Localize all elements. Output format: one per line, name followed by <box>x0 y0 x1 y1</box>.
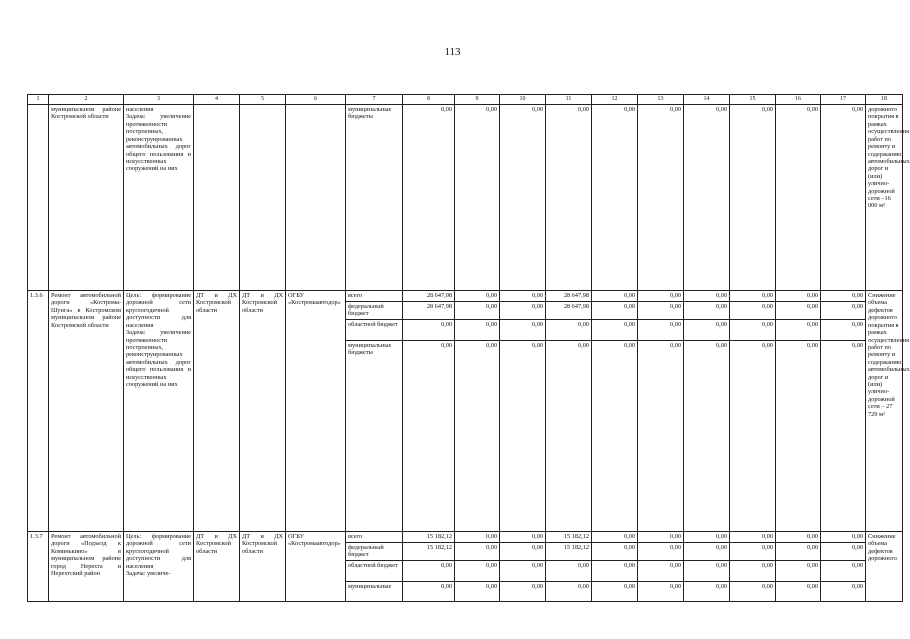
amount-cell: 0,00 <box>592 302 638 320</box>
amount-cell: 0,00 <box>638 319 684 340</box>
amount-cell: 0,00 <box>638 302 684 320</box>
amount-cell: 28 647,98 <box>546 302 592 320</box>
amount-cell: 0,00 <box>776 340 821 531</box>
funding-source: федеральный бюджет <box>346 302 403 320</box>
amount-cell: 0,00 <box>403 105 455 291</box>
column-header: 9 <box>455 95 500 105</box>
amount-cell: 0,00 <box>455 302 500 320</box>
amount-cell: 0,00 <box>403 581 455 601</box>
amount-cell: 0,00 <box>821 340 866 531</box>
column-header: 6 <box>286 95 346 105</box>
amount-cell: 0,00 <box>730 319 776 340</box>
continuation-row <box>28 105 903 291</box>
amount-cell: 0,00 <box>455 105 500 291</box>
goal-task: Цель: формирование дорожной сети круглогодичной доступности для населения Задача: увеличе- <box>124 531 194 601</box>
amount-cell: 0,00 <box>821 531 866 542</box>
amount-cell: 0,00 <box>776 302 821 320</box>
main-administrator: ДТ и ДХ Костромской области <box>240 291 286 532</box>
amount-cell: 0,00 <box>684 560 730 581</box>
amount-cell: 0,00 <box>821 560 866 581</box>
column-header: 18 <box>866 95 903 105</box>
funding-source: всего <box>346 291 403 302</box>
amount-cell: 0,00 <box>776 291 821 302</box>
amount-cell: 0,00 <box>546 560 592 581</box>
column-header: 3 <box>124 95 194 105</box>
amount-cell: 0,00 <box>592 560 638 581</box>
amount-cell: 0,00 <box>592 319 638 340</box>
column-header: 15 <box>730 95 776 105</box>
amount-cell: 0,00 <box>592 340 638 531</box>
amount-cell: 0,00 <box>638 531 684 542</box>
funding-source: федеральный бюджет <box>346 542 403 560</box>
funding-source: областной бюджет <box>346 319 403 340</box>
amount-cell: 0,00 <box>455 291 500 302</box>
amount-cell: 0,00 <box>500 340 546 531</box>
amount-cell: 0,00 <box>821 319 866 340</box>
amount-cell: 0,00 <box>592 542 638 560</box>
amount-cell: 0,00 <box>684 105 730 291</box>
amount-cell: 28 647,98 <box>546 291 592 302</box>
amount-cell: 0,00 <box>403 560 455 581</box>
amount-cell: 0,00 <box>500 560 546 581</box>
funding-source: областной бюджет <box>346 560 403 581</box>
column-header: 16 <box>776 95 821 105</box>
amount-cell: 0,00 <box>821 542 866 560</box>
goal-task-cont: населения Задача: увеличение протяженности построенных, реконструированных автомобильных дорог общего пользования и искусственных сооружений на них <box>124 105 194 291</box>
entry-row <box>28 531 903 542</box>
amount-cell: 0,00 <box>592 531 638 542</box>
funding-source: муниципальные бюджеты <box>346 105 403 291</box>
amount-cell: 0,00 <box>776 542 821 560</box>
column-number-row <box>28 95 903 105</box>
amount-cell: 0,00 <box>730 581 776 601</box>
entry-code: 1.3.7 <box>28 531 49 601</box>
entry-row <box>28 291 903 302</box>
goal-task: Цель: формирование дорожной сети круглогодичной доступности для населения Задача: увеличение протяженности построенных, реконструированных автомобильных дорог общего пользования и искусственных сооружений на них <box>124 291 194 532</box>
amount-cell: 0,00 <box>500 291 546 302</box>
participant: ОГБУ «Костромаавтодор» <box>286 531 346 601</box>
participant: ОГБУ «Костромаавтодор» <box>286 291 346 532</box>
amount-cell: 0,00 <box>455 340 500 531</box>
amount-cell: 0,00 <box>776 560 821 581</box>
main-administrator: ДТ и ДХ Костромской области <box>240 531 286 601</box>
amount-cell: 28 647,98 <box>403 291 455 302</box>
amount-cell: 0,00 <box>684 531 730 542</box>
amount-cell: 0,00 <box>546 581 592 601</box>
funding-source: муниципальные <box>346 581 403 601</box>
program-table <box>27 94 910 602</box>
amount-cell: 0,00 <box>638 581 684 601</box>
column-header: 11 <box>546 95 592 105</box>
column-header: 5 <box>240 95 286 105</box>
amount-cell: 0,00 <box>776 531 821 542</box>
responsible-executor: ДТ и ДХ Костромской области <box>194 291 240 532</box>
amount-cell: 0,00 <box>638 560 684 581</box>
amount-cell: 0,00 <box>684 302 730 320</box>
funding-source: муниципальные бюджеты <box>346 340 403 531</box>
amount-cell: 0,00 <box>546 105 592 291</box>
amount-cell: 0,00 <box>455 531 500 542</box>
amount-cell: 0,00 <box>776 105 821 291</box>
amount-cell: 0,00 <box>730 340 776 531</box>
amount-cell: 0,00 <box>500 542 546 560</box>
amount-cell: 0,00 <box>821 302 866 320</box>
amount-cell: 0,00 <box>500 105 546 291</box>
amount-cell: 0,00 <box>730 542 776 560</box>
amount-cell: 0,00 <box>455 560 500 581</box>
amount-cell: 0,00 <box>776 319 821 340</box>
column-header: 14 <box>684 95 730 105</box>
amount-cell: 0,00 <box>684 319 730 340</box>
amount-cell: 0,00 <box>638 105 684 291</box>
column-header: 17 <box>821 95 866 105</box>
amount-cell: 0,00 <box>684 291 730 302</box>
column-header: 4 <box>194 95 240 105</box>
measure-name: Ремонт автомобильной дороги «Кострома-Шунга» в Костромском муниципальном районе Костромской области <box>49 291 124 532</box>
amount-cell: 0,00 <box>455 581 500 601</box>
expected-result: Снижение объема дефектов дорожного <box>866 531 903 601</box>
column-header: 2 <box>49 95 124 105</box>
amount-cell: 0,00 <box>500 319 546 340</box>
amount-cell: 0,00 <box>821 291 866 302</box>
amount-cell: 15 182,12 <box>546 531 592 542</box>
column-header: 1 <box>28 95 49 105</box>
page-number: 113 <box>444 46 461 58</box>
amount-cell: 0,00 <box>500 581 546 601</box>
amount-cell: 0,00 <box>403 319 455 340</box>
column-header: 13 <box>638 95 684 105</box>
amount-cell: 0,00 <box>455 319 500 340</box>
amount-cell: 0,00 <box>730 291 776 302</box>
amount-cell: 0,00 <box>500 302 546 320</box>
expected-result: Снижение объема дефектов дорожного покрытия в рамках осуществления работ по ремонту и содержанию автомобильных дорог и (или) улично-дорожной сети – 27 729 м² <box>866 291 903 532</box>
amount-cell: 0,00 <box>546 319 592 340</box>
amount-cell: 0,00 <box>684 542 730 560</box>
amount-cell: 0,00 <box>730 560 776 581</box>
amount-cell: 0,00 <box>592 291 638 302</box>
amount-cell: 0,00 <box>546 340 592 531</box>
measure-name: Ремонт автомобильной дороги «Подъезд к Коминькино» в муниципальном районе город Нерехта и Нерехтский район <box>49 531 124 601</box>
amount-cell: 0,00 <box>776 581 821 601</box>
amount-cell: 0,00 <box>730 531 776 542</box>
measure-name-cont: муниципальном районе Костромской области <box>49 105 124 291</box>
column-header: 12 <box>592 95 638 105</box>
amount-cell: 0,00 <box>592 105 638 291</box>
expected-result: дорожного покрытия в рамках осуществления работ по ремонту и содержанию автомобильных дорог и (или) улично-дорожной сети –16 000 м² <box>866 105 903 291</box>
responsible-executor: ДТ и ДХ Костромской области <box>194 531 240 601</box>
column-header: 10 <box>500 95 546 105</box>
amount-cell: 15 182,12 <box>546 542 592 560</box>
amount-cell: 0,00 <box>500 531 546 542</box>
amount-cell: 15 182,12 <box>403 542 455 560</box>
amount-cell: 15 182,12 <box>403 531 455 542</box>
amount-cell: 0,00 <box>455 542 500 560</box>
amount-cell: 0,00 <box>592 581 638 601</box>
amount-cell: 0,00 <box>638 542 684 560</box>
entry-code: 1.3.6 <box>28 291 49 532</box>
amount-cell: 0,00 <box>638 340 684 531</box>
amount-cell: 0,00 <box>684 340 730 531</box>
amount-cell: 0,00 <box>638 291 684 302</box>
amount-cell: 0,00 <box>821 581 866 601</box>
amount-cell: 0,00 <box>403 340 455 531</box>
amount-cell: 0,00 <box>821 105 866 291</box>
column-header: 7 <box>346 95 403 105</box>
funding-source: всего <box>346 531 403 542</box>
amount-cell: 0,00 <box>684 581 730 601</box>
amount-cell: 28 647,98 <box>403 302 455 320</box>
column-header: 8 <box>403 95 455 105</box>
amount-cell: 0,00 <box>730 302 776 320</box>
amount-cell: 0,00 <box>730 105 776 291</box>
